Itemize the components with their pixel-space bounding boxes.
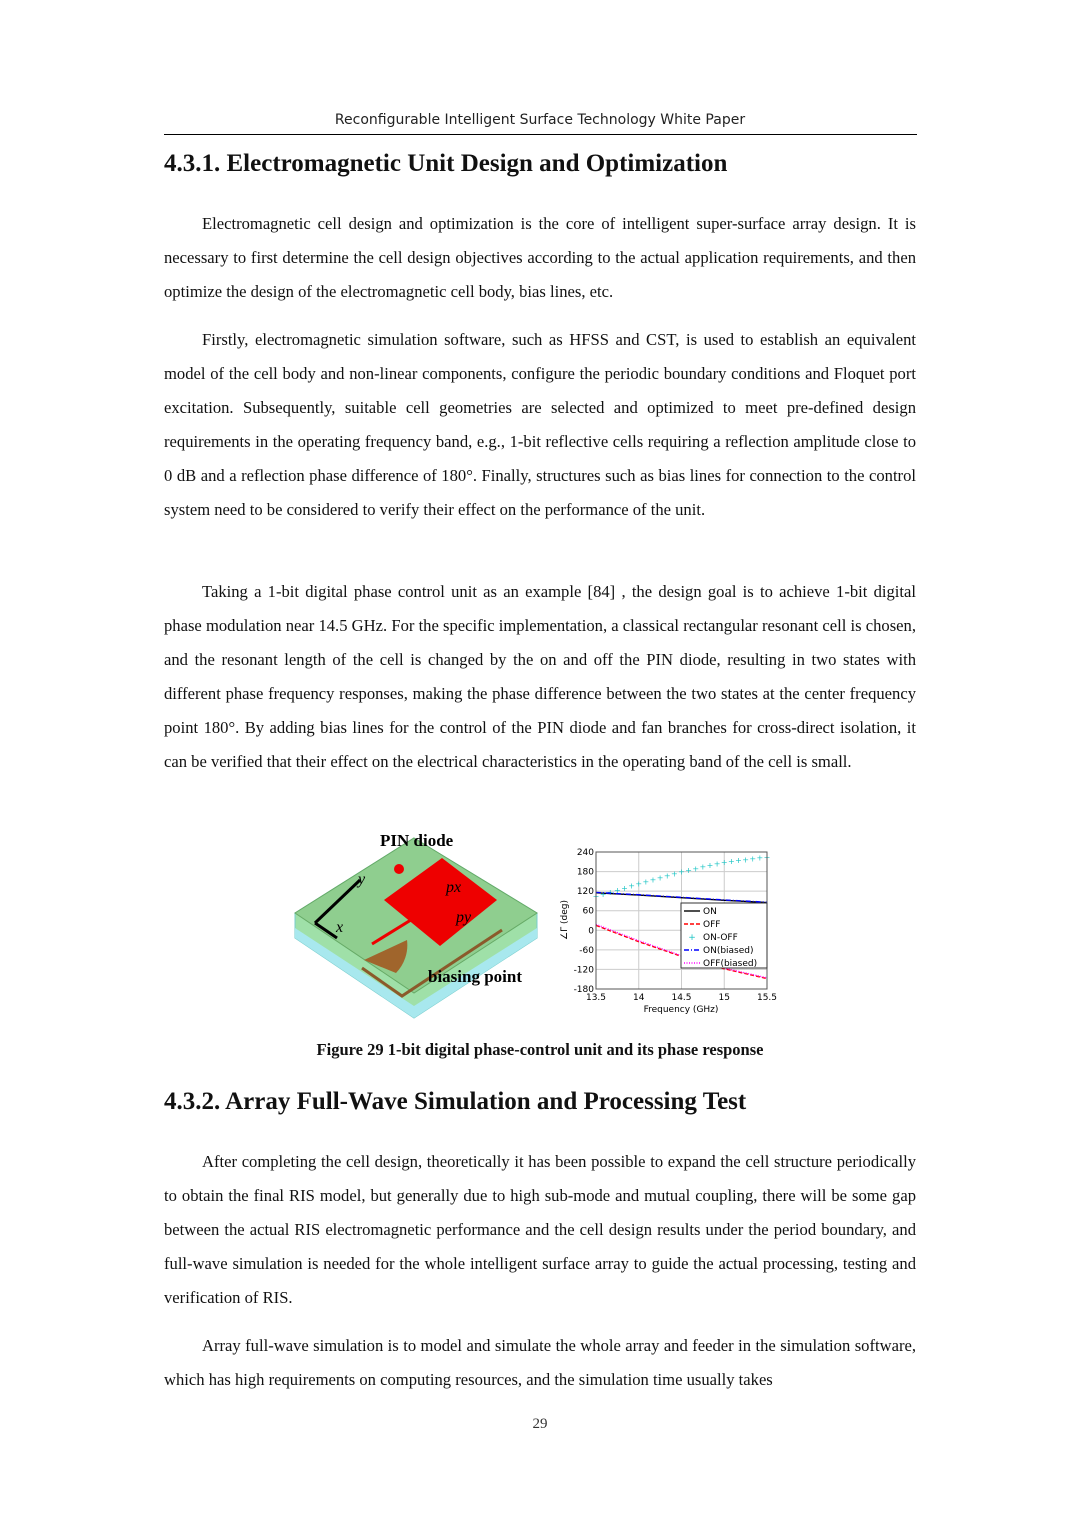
biasing-point-label: biasing point	[428, 967, 523, 986]
x-tick-label: 13.5	[585, 993, 607, 1003]
section-heading-4-3-1: 4.3.1. Electromagnetic Unit Design and Optimization	[164, 150, 728, 177]
on-off-point: +	[649, 875, 657, 885]
on-off-point: +	[621, 883, 628, 893]
legend-entry: OFF(biased)	[703, 959, 758, 969]
on-off-point: +	[599, 889, 607, 899]
y-tick-label: 180	[576, 867, 594, 878]
on-off-point: +	[663, 871, 671, 881]
on-off-point: +	[742, 855, 749, 865]
on-off-point: +	[735, 856, 742, 866]
on-off-point: +	[671, 869, 678, 879]
x-tick-label: 14.5	[671, 993, 692, 1003]
px-label: px	[446, 879, 462, 896]
on-off-point: +	[706, 861, 714, 871]
paragraph: After completing the cell design, theoretically it has been possible to expand the cell structure periodically to obtain the final RIS model, but generally due to high sub-mode and mutual coupling, there will be some gap between the actual RIS electromagnetic performance and the cell design results under the period boundary, and full-wave simulation is needed for the whole intelligent surface array to guide the actual processing, testing and verification of RIS.	[164, 1152, 916, 1307]
legend-entry: OFF	[703, 920, 721, 930]
legend-entry: ON(biased)	[703, 946, 754, 956]
on-off-point: +	[692, 864, 700, 874]
x-axis-title: Frequency (GHz)	[643, 1005, 719, 1015]
on-off-point: +	[756, 853, 764, 863]
on-off-point: +	[656, 873, 664, 883]
paragraph: Electromagnetic cell design and optimization is the core of intelligent super-surface array design. It is necessary to first determine the cell design objectives according to the actual application requirements, and then optimize the design of the electromagnetic cell body, bias lines, etc.	[164, 214, 916, 301]
phase-response-chart	[555, 840, 795, 1020]
on-off-point: +	[763, 852, 771, 862]
running-header: Reconfigurable Intelligent Surface Technology White Paper	[334, 112, 746, 128]
on-off-point: +	[749, 854, 757, 864]
legend-entry: ON	[703, 907, 717, 917]
y-axis-title: ∠Γ (deg)	[560, 900, 570, 940]
on-off-point: +	[713, 859, 721, 869]
y-tick-label: -120	[573, 965, 594, 976]
y-tick-label: -180	[573, 985, 594, 995]
on-off-point: +	[720, 857, 728, 867]
x-axis-label: x	[336, 919, 344, 936]
figure-caption: Figure 29 1-bit digital phase-control unit and its phase response	[316, 1040, 764, 1059]
header-rule	[164, 134, 917, 135]
x-tick-label: 14	[633, 993, 645, 1003]
paragraph: Taking a 1-bit digital phase control unit as an example [84] , the design goal is to achieve 1-bit digital phase modulation near 14.5 GHz. For the specific implementation, a classical rectangular resonant cell is chosen, and the resonant length of the cell is changed by the on and off the PIN diode, resulting in two states with different phase frequency responses, making the phase difference between the two states at the center frequency point 180°. By adding bias lines for the control of the PIN diode and fan branches for cross-direct isolation, it can be verified that their effect on the electrical characteristics in the operating band of the cell is small.	[164, 582, 916, 771]
on-off-point: +	[678, 867, 685, 877]
on-off-point: +	[699, 862, 707, 872]
on-off-point: +	[635, 879, 643, 889]
paragraph: Array full-wave simulation is to model and simulate the whole array and feeder in the simulation software, which has high requirements on computing resources, and the simulation time usually takes	[164, 1336, 916, 1389]
chart-legend	[681, 903, 767, 969]
y-tick-label: -60	[579, 945, 594, 956]
y-tick-label: 0	[588, 926, 594, 937]
on-off-point: +	[592, 892, 600, 902]
y-tick-label: 120	[576, 887, 594, 898]
y-tick-label: 240	[576, 848, 594, 858]
section-heading-4-3-2: 4.3.2. Array Full-Wave Simulation and Processing Test	[164, 1088, 747, 1115]
on-off-point: +	[628, 881, 635, 891]
legend-entry: ON-OFF	[703, 933, 738, 943]
on-off-point: +	[642, 877, 650, 887]
py-label: py	[456, 909, 472, 926]
paragraph: Firstly, electromagnetic simulation software, such as HFSS and CST, is used to establish an equivalent model of the cell body and non-linear components, configure the periodic boundary conditions and Floquet port excitation. Subsequently, suitable cell geometries are selected and optimized to meet pre-defined design requirements in the operating frequency band, e.g., 1-bit reflective cells requiring a reflection amplitude close to 0 dB and a reflection phase difference of 180°. Finally, structures such as bias lines for connection to the control system need to be considered to verify their effect on the performance of the unit.	[164, 330, 916, 519]
on-off-point: +	[614, 885, 621, 895]
pin-diode-label: PIN diode	[380, 831, 454, 850]
on-off-point: +	[685, 865, 692, 875]
y-tick-label: 60	[582, 906, 594, 917]
y-axis-label: y	[358, 871, 366, 888]
legend-marker: +	[688, 933, 696, 943]
page-number: 29	[532, 1416, 548, 1432]
unit-cell-diagram	[292, 828, 542, 1023]
x-tick-label: 15	[718, 993, 730, 1003]
x-tick-label: 15.5	[756, 993, 778, 1003]
on-off-point: +	[606, 887, 614, 897]
on-off-point: +	[728, 856, 735, 866]
